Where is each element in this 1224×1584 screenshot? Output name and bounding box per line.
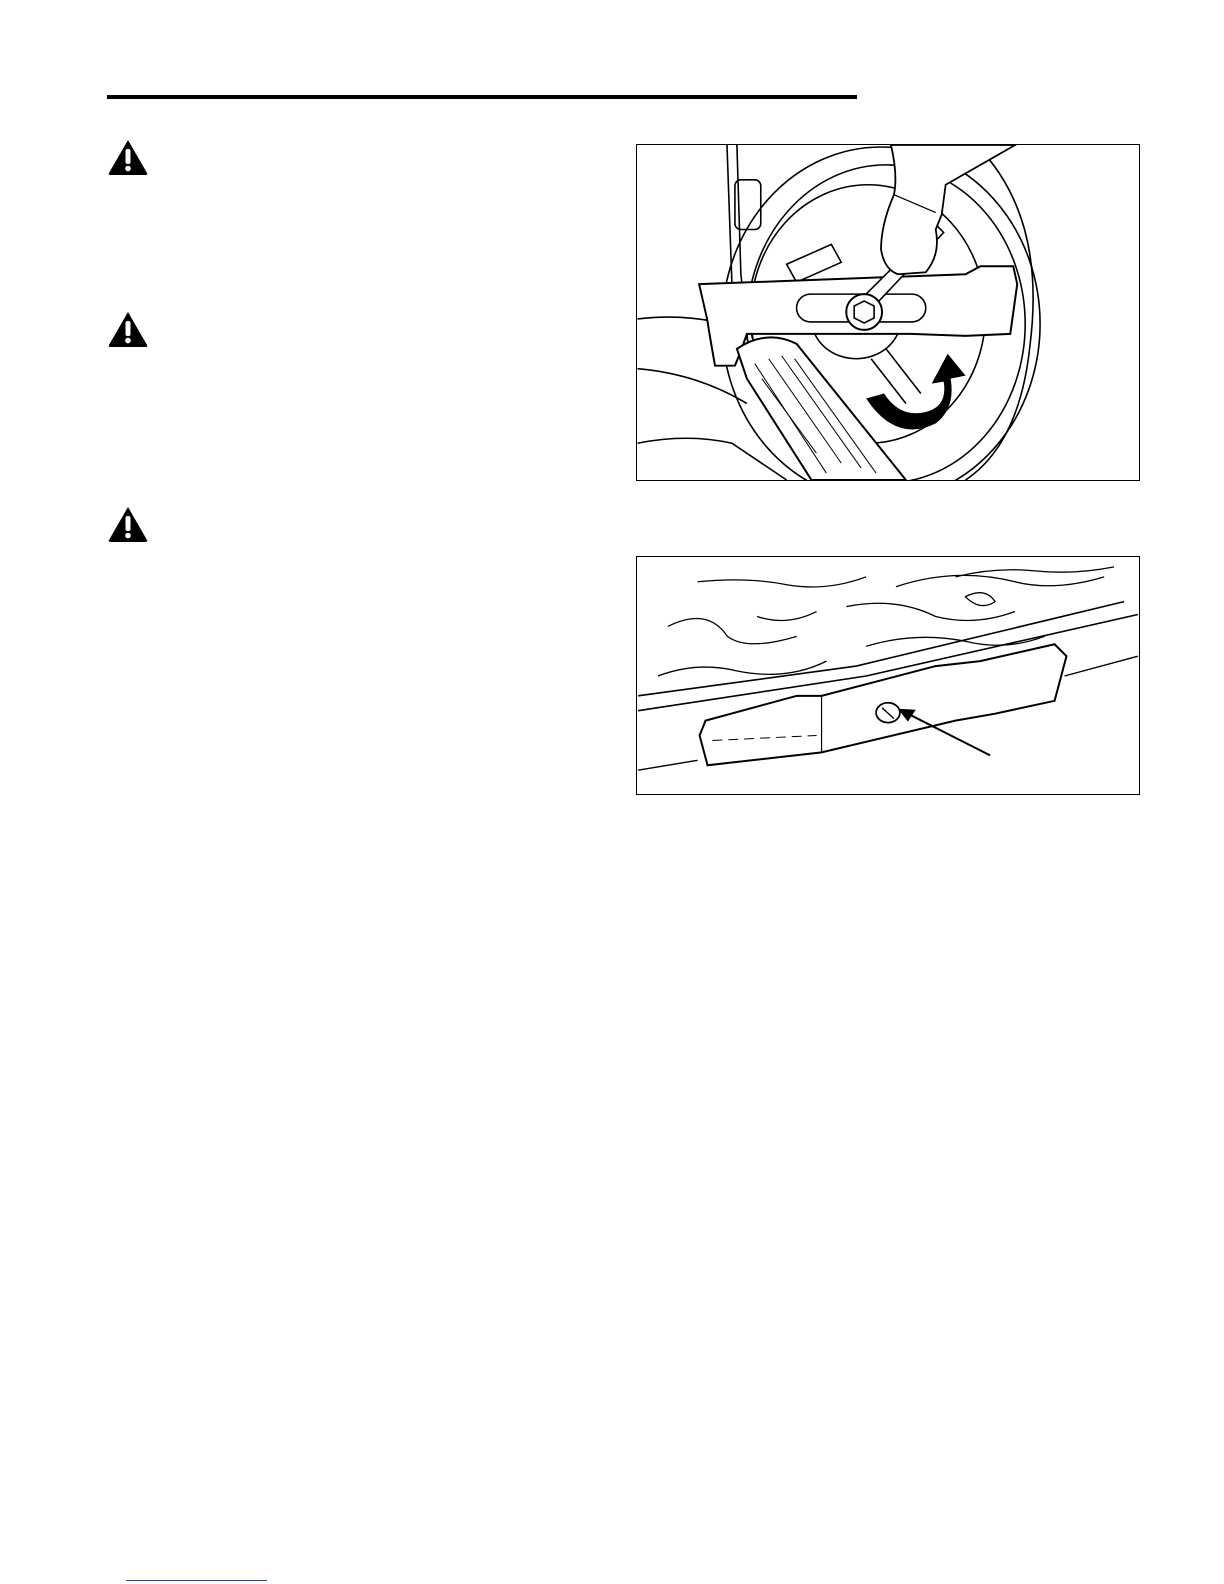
figure-blade-balance	[636, 556, 1140, 795]
warning-triangle-icon	[107, 505, 149, 543]
footer-link-underline[interactable]	[126, 1550, 267, 1581]
header-rule	[107, 95, 857, 99]
warning-triangle-icon	[107, 138, 149, 176]
warning-triangle-icon	[107, 310, 149, 348]
blade-removal-illustration	[637, 145, 1139, 480]
blade-on-board-illustration	[637, 557, 1139, 794]
figure-blade-removal	[636, 144, 1140, 481]
